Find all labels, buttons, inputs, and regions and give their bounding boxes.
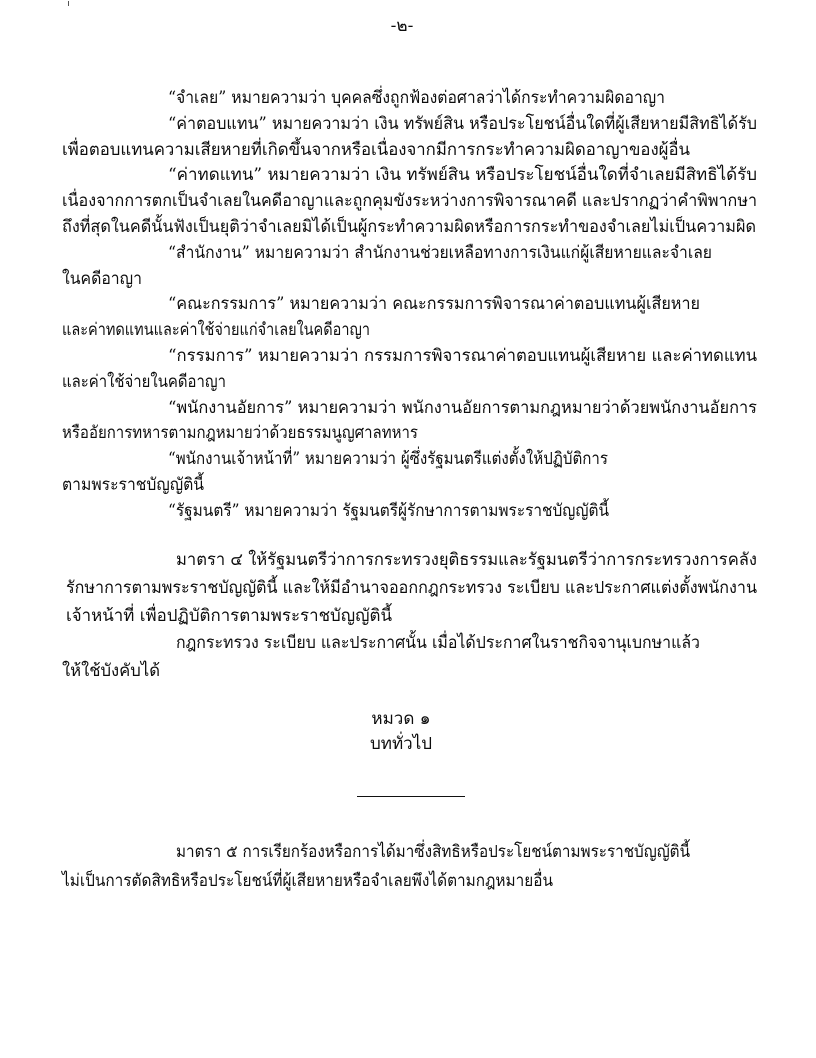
section-4-line: กฎกระทรวง ระเบียบ และประกาศนั้น เมื่อได้ประกาศในราชกิจจานุเบกษาแล้ว	[176, 633, 700, 653]
section-5-line: ไม่เป็นการตัดสิทธิหรือประโยชน์ที่ผู้เสียหายหรือจำเลยพึงได้ตามกฎหมายอื่น	[62, 871, 553, 891]
definition-line: “พนักงานอัยการ” หมายความว่า พนักงานอัยการตามกฎหมายว่าด้วยพนักงานอัยการ	[168, 398, 757, 418]
definition-continuation-line: และค่าทดแทนและค่าใช้จ่ายแก่จำเลยในคดีอาญา	[62, 320, 370, 340]
section-4-line: รักษาการตามพระราชบัญญัตินี้ และให้มีอำนาจออกกฎกระทรวง ระเบียบ และประกาศแต่งตั้งพนักงาน	[66, 578, 757, 598]
definition-continuation-line: ตามพระราชบัญญัตินี้	[62, 475, 204, 495]
definition-continuation-line: หรืออัยการทหารตามกฎหมายว่าด้วยธรรมนูญศาลทหาร	[62, 423, 418, 443]
definition-continuation-line: และค่าใช้จ่ายในคดีอาญา	[62, 372, 226, 392]
chapter-number: หมวด ๑	[371, 709, 431, 729]
page-number: -๒-	[390, 16, 414, 36]
definition-line: “จำเลย” หมายความว่า บุคคลซึ่งถูกฟ้องต่อศาลว่าได้กระทำความผิดอาญา	[168, 88, 665, 108]
scan-mark	[68, 1, 69, 6]
definition-line: “พนักงานเจ้าหน้าที่” หมายความว่า ผู้ซึ่งรัฐมนตรีแต่งตั้งให้ปฏิบัติการ	[168, 449, 608, 469]
section-4-line: ให้ใช้บังคับได้	[62, 661, 160, 681]
definition-line: “ค่าตอบแทน” หมายความว่า เงิน ทรัพย์สิน หรือประโยชน์อื่นใดที่ผู้เสียหายมีสิทธิได้รับ	[168, 114, 757, 134]
definition-continuation-line: ในคดีอาญา	[62, 269, 142, 289]
chapter-divider	[357, 796, 465, 797]
definition-continuation-line: ถึงที่สุดในคดีนั้นฟังเป็นยุติว่าจำเลยมิได้เป็นผู้กระทำความผิดหรือการกระทำของจำเลยไม่เป็นความผิด	[62, 217, 756, 237]
definition-continuation-line: เพื่อตอบแทนความเสียหายที่เกิดขึ้นจากหรือเนื่องจากมีการกระทำความผิดอาญาของผู้อื่น	[62, 140, 690, 160]
section-5-line: มาตรา ๕ การเรียกร้องหรือการได้มาซึ่งสิทธิหรือประโยชน์ตามพระราชบัญญัตินี้	[176, 842, 690, 862]
definition-line: “คณะกรรมการ” หมายความว่า คณะกรรมการพิจารณาค่าตอบแทนผู้เสียหาย	[168, 294, 700, 314]
definition-line: “ค่าทดแทน” หมายความว่า เงิน ทรัพย์สิน หรือประโยชน์อื่นใดที่จำเลยมีสิทธิได้รับ	[168, 165, 757, 185]
section-4-line: มาตรา ๔ ให้รัฐมนตรีว่าการกระทรวงยุติธรรมและรัฐมนตรีว่าการกระทรวงการคลัง	[176, 550, 757, 570]
definition-continuation-line: เนื่องจากการตกเป็นจำเลยในคดีอาญาและถูกคุมขังระหว่างการพิจารณาคดี และปรากฏว่าคำพิพากษา	[62, 191, 757, 211]
chapter-title: บททั่วไป	[369, 734, 433, 754]
definition-line: “กรรมการ” หมายความว่า กรรมการพิจารณาค่าตอบแทนผู้เสียหาย และค่าทดแทน	[168, 346, 757, 366]
definition-line: “รัฐมนตรี” หมายความว่า รัฐมนตรีผู้รักษาการตามพระราชบัญญัตินี้	[168, 501, 609, 521]
definition-line: “สำนักงาน” หมายความว่า สำนักงานช่วยเหลือทางการเงินแก่ผู้เสียหายและจำเลย	[168, 243, 712, 263]
section-4-line: เจ้าหน้าที่ เพื่อปฏิบัติการตามพระราชบัญญัตินี้	[66, 606, 392, 626]
